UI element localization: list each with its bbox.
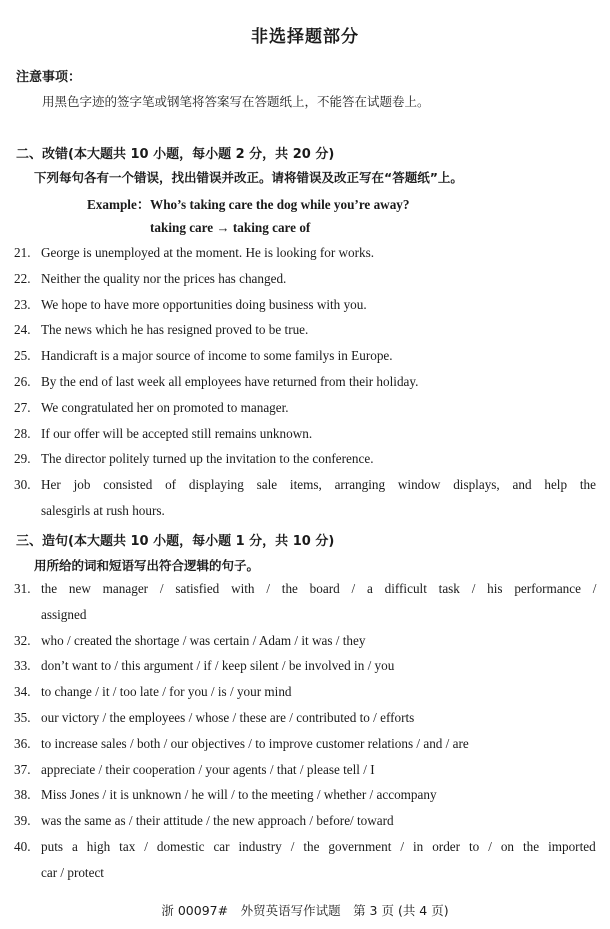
question-item [14,633,365,649]
question-item [14,426,312,442]
question-number: 35. [14,710,31,725]
question-text: who / created the shortage / was certain / Adam / it was / they [41,632,366,648]
question-item [14,271,286,287]
example-correction: taking care → taking care of [150,220,311,235]
question-text: appreciate / their cooperation / your agents / that / please tell / I [41,761,375,777]
question-number: 36. [14,735,31,751]
question-text: Her job consisted of displaying sale items, arranging window displays, and help the [41,477,596,493]
question-text: Handicraft is a major source of income to some familys in Europe. [41,348,393,364]
section3-heading: 三、造句(本大题共 10 小题，每小题 1 分，共 10 分) [16,534,335,549]
question-text: to increase sales / both / our objectives / to improve customer relations / and / are [41,735,469,751]
question-text-continued: car / protect [41,864,104,880]
question-text: our victory / the employees / whose / these are / contributed to / efforts [41,710,415,725]
question-text: to change / it / too late / for you / is / your mind [41,684,292,700]
question-text: don’t want to / this argument / if / keep silent / be involved in / you [41,658,395,674]
question-text: Neither the quality nor the prices has changed. [41,270,287,286]
question-number: 39. [14,813,31,829]
question-number: 27. [14,399,31,415]
question-item [14,762,375,778]
question-number: 38. [14,787,31,803]
question-item [14,581,596,597]
question-number: 33. [14,658,31,674]
question-item [14,348,393,364]
question-text: the new manager / satisfied with / the board / a difficult task / his performance / [41,581,597,596]
question-number: 25. [14,348,31,364]
question-number: 31. [14,581,31,596]
question-item [14,322,308,338]
page-footer: 浙 00097# 外贸英语写作试题 第 3 页 (共 4 页) [161,903,449,918]
section3-instruction: 用所给的词和短语写出符合逻辑的句子。 [34,558,260,573]
question-item [14,400,289,416]
question-text: The director politely turned up the invitation to the conference. [41,451,374,467]
question-text-continued: assigned [41,606,87,622]
section2-heading: 二、改错(本大题共 10 小题，每小题 2 分，共 20 分) [16,147,335,162]
example-sentence: Example：Who’s taking care the dog while you’re away? [87,197,410,212]
question-item [14,297,367,313]
question-item [14,710,414,726]
question-text: George is unemployed at the moment. He is looking for works. [41,245,375,260]
question-number: 28. [14,425,31,441]
question-text: By the end of last week all employees have returned from their holiday. [41,374,419,389]
question-text: We congratulated her on promoted to manager. [41,399,289,415]
question-number: 26. [14,374,31,389]
question-number: 32. [14,632,31,648]
question-item [14,736,469,752]
question-number: 21. [14,245,31,260]
question-item [14,684,292,700]
question-item [14,813,394,829]
question-text: was the same as / their attitude / the new approach / before/ toward [41,813,394,829]
question-number: 37. [14,761,31,777]
question-number: 22. [14,270,31,286]
question-text-continued: salesgirls at rush hours. [41,503,165,518]
question-text: Miss Jones / it is unknown / he will / to the meeting / whether / accompany [41,787,437,803]
question-item [14,451,374,467]
question-item [14,839,596,855]
section2-instruction: 下列每句各有一个错误，找出错误并改正。请将错误及改正写在“答题纸”上。 [34,170,463,185]
question-item [14,374,418,390]
question-text: We hope to have more opportunities doing business with you. [41,296,367,312]
page-title: 非选择题部分 [251,27,359,47]
notice-heading: 注意事项： [16,70,82,85]
notice-text: 用黑色字迹的签字笔或钢笔将答案写在答题纸上，不能答在试题卷上。 [42,94,430,109]
question-item [14,477,596,493]
question-text: If our offer will be accepted still remains unknown. [41,425,313,441]
question-number: 34. [14,684,31,700]
question-item [14,658,394,674]
question-number: 23. [14,296,31,312]
question-item [14,245,374,261]
question-number: 40. [14,839,31,854]
question-number: 30. [14,477,31,493]
question-text: The news which he has resigned proved to be true. [41,322,309,338]
question-number: 24. [14,322,31,338]
question-number: 29. [14,451,31,467]
question-item [14,787,437,803]
question-text: puts a high tax / domestic car industry / the government / in order to / on the imported [41,839,596,854]
